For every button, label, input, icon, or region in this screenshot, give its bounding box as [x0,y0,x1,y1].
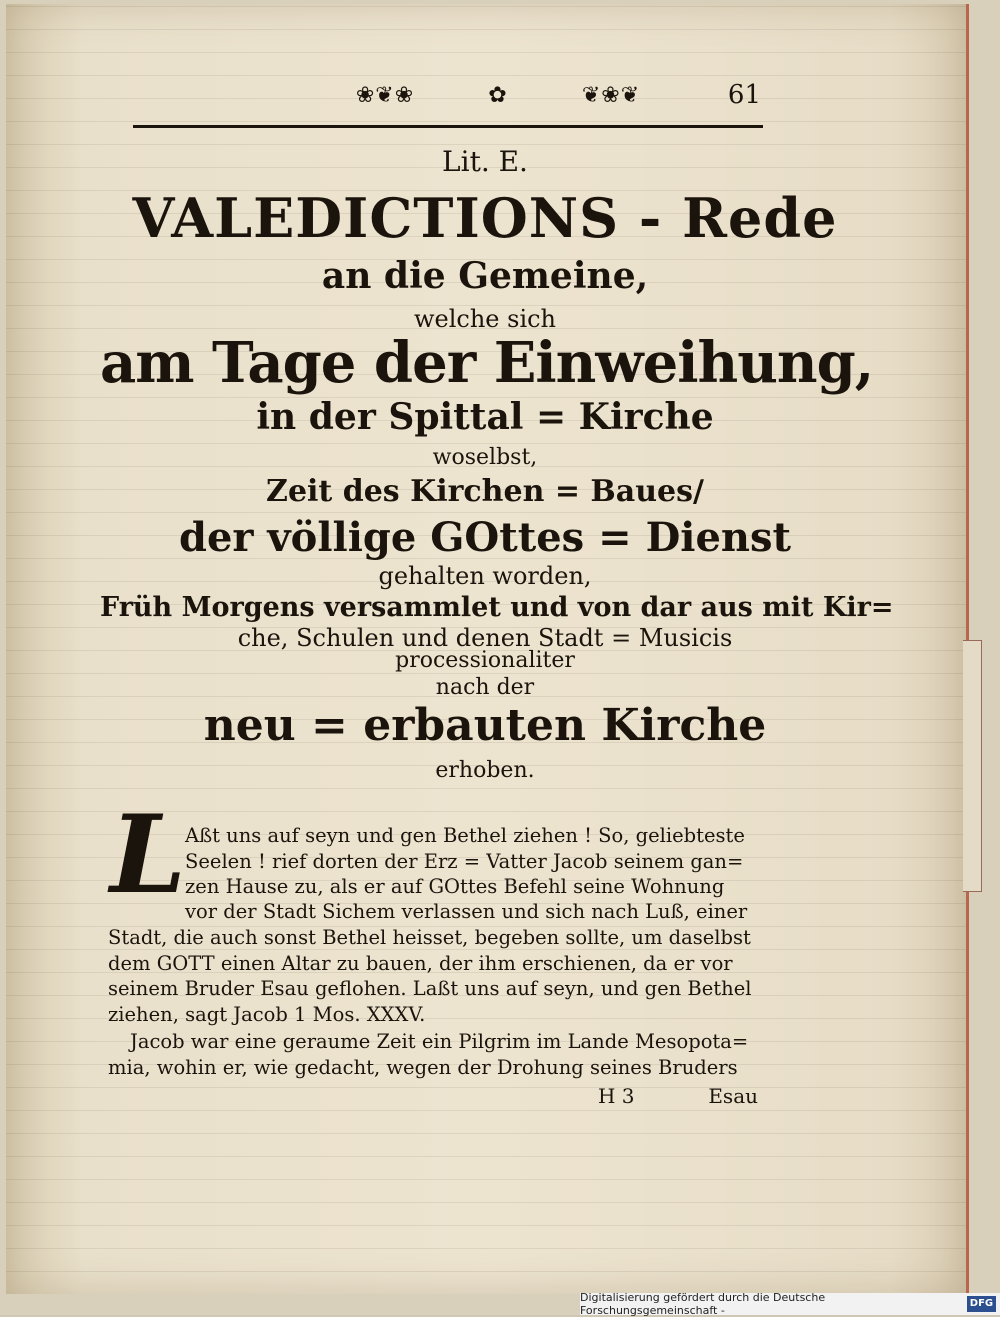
body-line: Seelen ! rief dorten der Erz = Vatter Jacob seinem gan= [185,850,744,873]
body-line: ziehen, sagt Jacob 1 Mos. XXXV. [108,1003,426,1026]
signature-mark: H 3 [598,1084,635,1108]
body-line: Stadt, die auch sonst Bethel heisset, begeben sollte, um daselbst [108,926,751,949]
header-ornaments [348,84,648,108]
title-line-neu-erbauten: neu = erbauten Kirche [203,700,767,751]
title-line-woselbst: woselbst, [432,445,538,470]
ornament-left-icon: ❀❦❀ [355,83,415,108]
title-line-einweihung: am Tage der Einweihung, [100,330,874,396]
title-line-spittal: in der Spittal = Kirche [256,396,714,438]
title-line-gottesdienst: der völlige GOttes = Dienst [179,514,791,561]
section-label: Lit. E. [442,145,528,178]
title-line-erhoben: erhoben. [435,758,535,783]
body-line: seinem Bruder Esau geflohen. Laßt uns auf seyn, und gen Bethel [108,977,752,1000]
page-header [133,80,763,132]
body-line: Jacob war eine geraume Zeit ein Pilgrim im Lande Mesopota= [130,1030,749,1053]
drop-cap-initial: L [110,792,186,918]
title-line-gehalten: gehalten worden, [378,562,592,590]
body-line: mia, wohin er, wie gedacht, wegen der Drohung seines Bruders [108,1056,738,1079]
footer-credit-text: Digitalisierung gefördert durch die Deutsche Forschungsgemeinschaft - [580,1291,826,1317]
footer-credit-bar [580,1293,1000,1315]
title-line-nach: nach der [435,675,535,700]
body-line: zen Hause zu, als er auf GOttes Befehl seine Wohnung [185,875,725,898]
header-rule [133,125,763,128]
catchword: Esau [708,1084,758,1108]
title-line-welche: welche sich [413,305,557,333]
title-line-gemeine: an die Gemeine, [321,255,649,297]
page-number: 61 [727,80,761,110]
body-line: Aßt uns auf seyn und gen Bethel ziehen ! So, geliebteste [185,824,745,847]
folded-page-edge [963,640,982,892]
ornament-right-icon: ❦❀❦ [581,83,641,108]
body-line: vor der Stadt Sichem verlassen und sich nach Luß, einer [185,900,748,923]
body-line: dem GOTT einen Altar zu bauen, der ihm erschienen, da er vor [108,952,733,975]
title-line-zeit: Zeit des Kirchen = Baues/ [266,474,704,509]
title-line-processionaliter: processionaliter [395,648,575,673]
title-line-schulen: che, Schulen und denen Stadt = Musicis [237,624,733,652]
dfg-logo-icon: DFG [967,1296,996,1312]
title-main: VALEDICTIONS - Rede [132,186,838,250]
ornament-rosette-icon: ✿ [488,83,508,108]
page-bottom-line [108,1084,758,1110]
title-line-frueh: Früh Morgens versammlet und von dar aus mit Kir= [100,592,894,623]
